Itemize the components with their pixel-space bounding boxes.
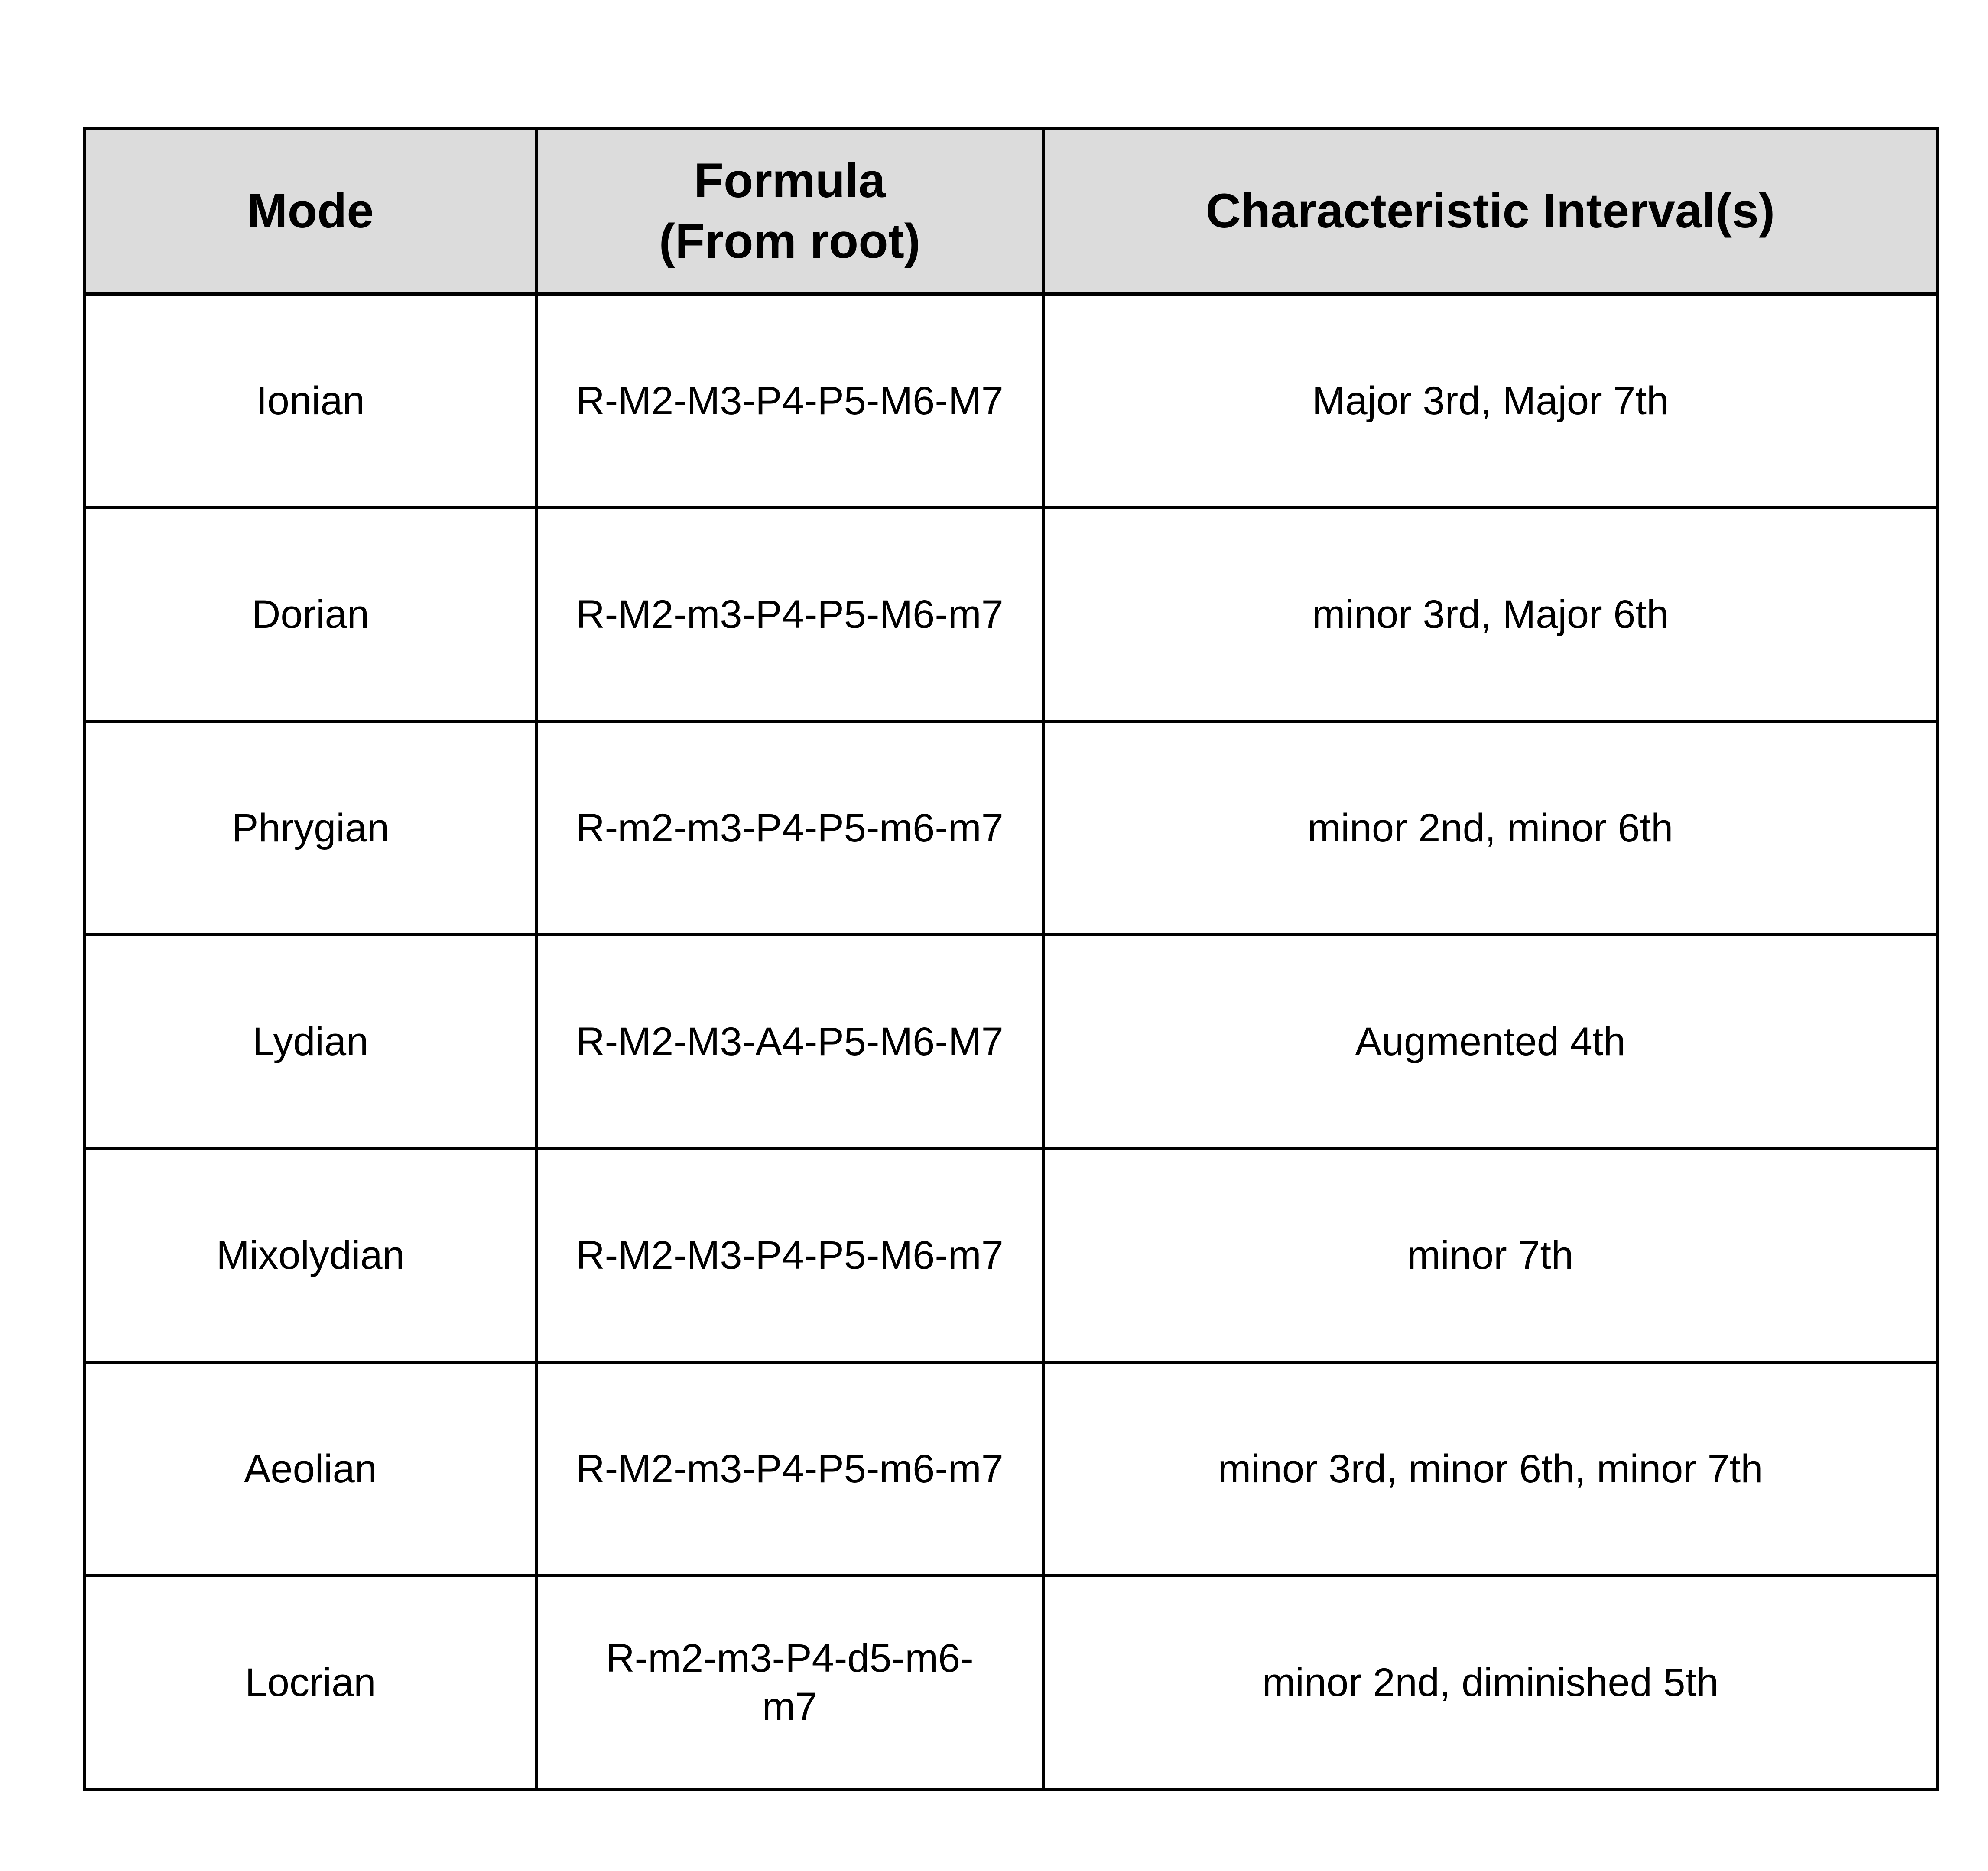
table-row <box>85 721 1938 935</box>
table-row <box>85 1362 1938 1576</box>
header-intervals: Characteristic Interval(s) <box>1043 128 1938 294</box>
intervals-cell: minor 7th <box>1043 1149 1938 1362</box>
formula-cell: R-M2-M3-A4-P5-M6-M7 <box>536 935 1043 1149</box>
formula-cell: R-M2-M3-P4-P5-M6-m7 <box>536 1149 1043 1362</box>
table-row <box>85 508 1938 721</box>
mode-cell: Phrygian <box>85 721 536 935</box>
mode-cell: Dorian <box>85 508 536 721</box>
intervals-cell: Major 3rd, Major 7th <box>1043 294 1938 508</box>
mode-cell: Mixolydian <box>85 1149 536 1362</box>
modes-table <box>83 127 1939 1791</box>
table-row <box>85 294 1938 508</box>
intervals-cell: minor 3rd, Major 6th <box>1043 508 1938 721</box>
header-formula <box>536 128 1043 294</box>
mode-cell: Aeolian <box>85 1362 536 1576</box>
formula-cell: R-M2-M3-P4-P5-M6-M7 <box>536 294 1043 508</box>
table-header-row <box>85 128 1938 294</box>
mode-cell: Lydian <box>85 935 536 1149</box>
intervals-cell: minor 2nd, diminished 5th <box>1043 1576 1938 1790</box>
table-row <box>85 1576 1938 1790</box>
intervals-cell: Augmented 4th <box>1043 935 1938 1149</box>
mode-cell: Ionian <box>85 294 536 508</box>
header-formula-line2: (From root) <box>659 214 921 268</box>
header-mode: Mode <box>85 128 536 294</box>
intervals-cell: minor 2nd, minor 6th <box>1043 721 1938 935</box>
table-row <box>85 1149 1938 1362</box>
formula-cell: R-m2-m3-P4-P5-m6-m7 <box>536 721 1043 935</box>
table-row <box>85 935 1938 1149</box>
formula-cell-wrapped <box>536 1576 1043 1790</box>
header-formula-line1: Formula <box>694 153 886 208</box>
formula-cell: R-M2-m3-P4-P5-M6-m7 <box>536 508 1043 721</box>
mode-cell: Locrian <box>85 1576 536 1790</box>
formula-cell: R-M2-m3-P4-P5-m6-m7 <box>536 1362 1043 1576</box>
intervals-cell: minor 3rd, minor 6th, minor 7th <box>1043 1362 1938 1576</box>
formula-text: R-m2-m3-P4-d5-m6-m7 <box>606 1636 974 1729</box>
